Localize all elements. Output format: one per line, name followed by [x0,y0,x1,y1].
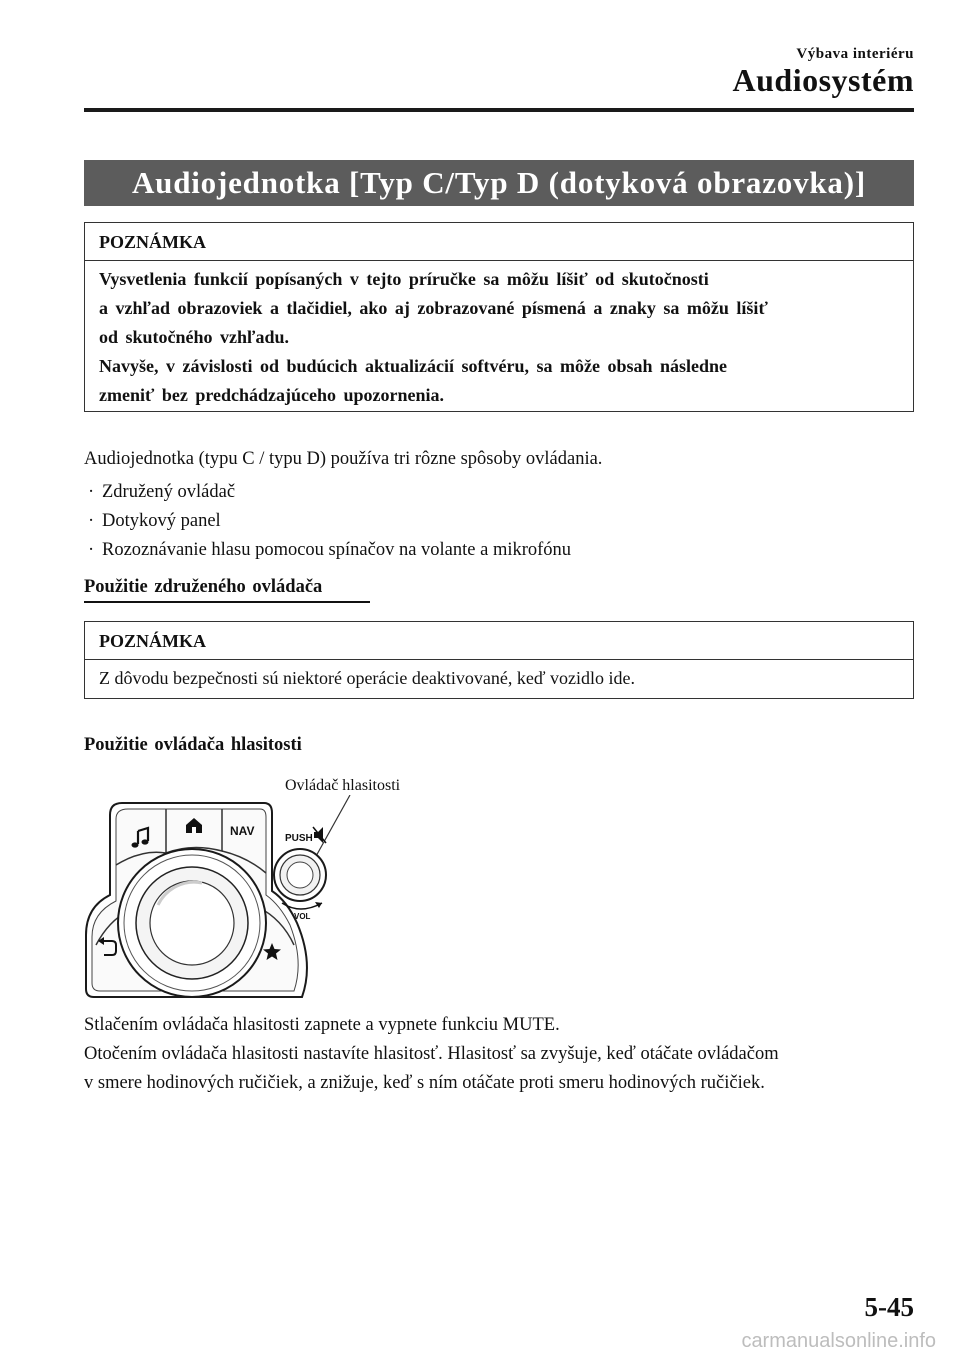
mute-speaker-icon [313,827,326,843]
subsection-title: Použitie združeného ovládača [84,577,323,597]
note-line: Navyše, v závislosti od budúcich aktualizácií softvéru, sa môže obsah následne [99,356,728,376]
header-title: Audiosystém [732,62,914,98]
body-paragraph: v smere hodinových ručičiek, a znižuje, keď s ním otáčate proti smeru hodinových ručičiek. [84,1073,765,1093]
subsection-title-volume: Použitie ovládača hlasitosti [84,735,302,755]
commander-knob[interactable] [118,849,266,997]
bullet-dot: · [88,540,95,560]
note-line: Vysvetlenia funkcií popísaných v tejto príručke sa môžu líšiť od skutočnosti [99,269,709,289]
note-line: od skutočného vzhľadu. [99,327,289,347]
list-item-text: Rozoznávanie hlasu pomocou spínačov na volante a mikrofónu [102,540,572,560]
section-banner: Audiojednotka [Typ C/Typ D (dotyková obrazovka)] [84,160,914,206]
note-line: a vzhľad obrazoviek a tlačidiel, ako aj zobrazované písmená a znaky sa môžu líšiť [99,298,768,318]
header-section: Výbava interiéru [796,46,914,62]
note-title: POZNÁMKA [85,223,913,261]
push-label: PUSH [285,833,313,844]
watermark: carmanualsonline.info [741,1330,936,1352]
vol-label: VOL [294,912,311,921]
nav-button-label[interactable]: NAV [230,824,255,838]
bullet-dot: · [88,511,95,531]
header-rule [84,108,914,112]
note-body: Z dôvodu bezpečnosti sú niektoré operácie deaktivované, keď vozidlo ide. [99,668,635,688]
page-number: 5-45 [864,1292,914,1322]
commander-figure [82,795,372,1015]
bullet-dot: · [88,482,95,502]
note-box-1 [84,222,914,412]
list-item-text: Združený ovládač [102,482,236,502]
note-body [85,261,913,410]
vol-arrow-head [315,902,322,908]
list-item [88,511,221,532]
list-item [88,482,235,503]
body-paragraph: Otočením ovládača hlasitosti nastavíte hlasitosť. Hlasitosť sa zvyšuje, keď otáčate ovládačom [84,1044,779,1064]
list-item [88,540,571,561]
subsection-underline [84,601,370,603]
volume-knob[interactable] [274,849,326,901]
list-item-text: Dotykový panel [102,511,221,531]
intro-text: Audiojednotka (typu C / typu D) používa tri rôzne spôsoby ovládania. [84,449,603,469]
body-paragraph: Stlačením ovládača hlasitosti zapnete a vypnete funkciu MUTE. [84,1015,560,1035]
note-line: zmeniť bez predchádzajúceho upozornenia. [99,385,445,405]
note-box-2 [84,621,914,699]
callout-label: Ovládač hlasitosti [285,777,401,794]
note-title: POZNÁMKA [85,622,913,660]
